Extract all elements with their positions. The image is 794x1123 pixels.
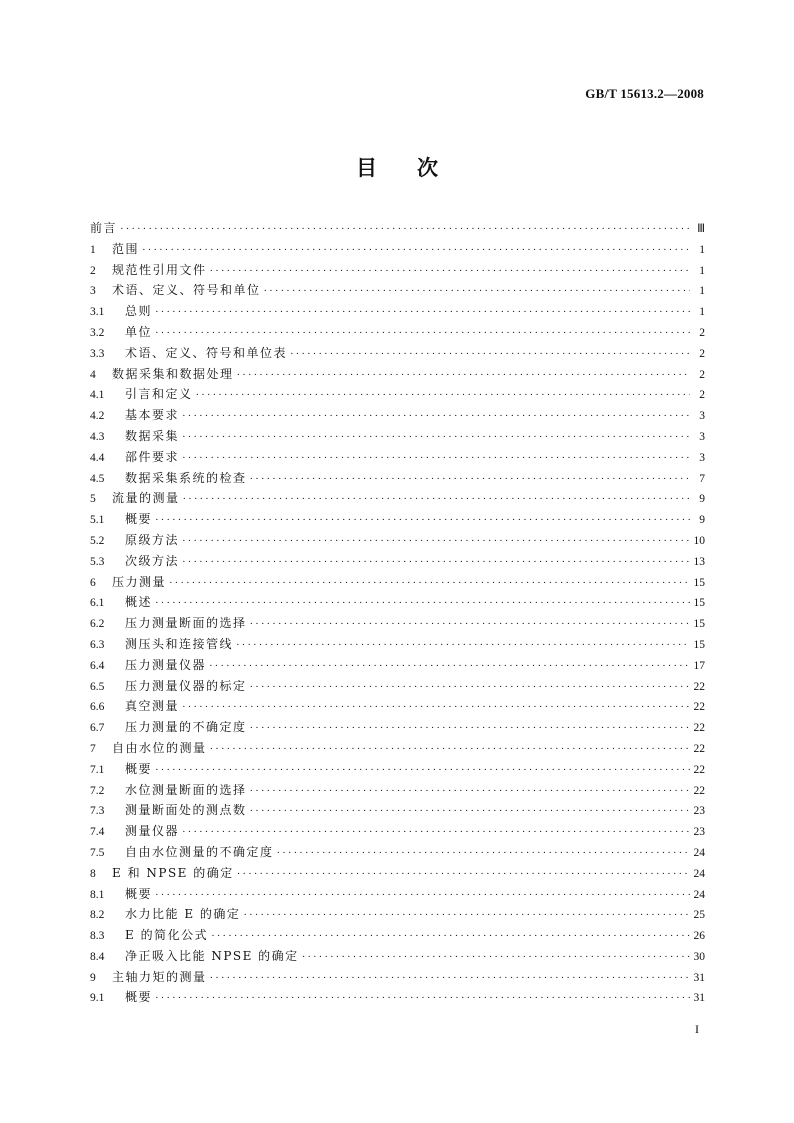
toc-entry-page: 1 [699,306,705,319]
page-title: 目次 [356,156,478,180]
toc-entry[interactable] [90,739,705,760]
toc-leader-dots [182,431,690,443]
toc-entry-title: 术语、定义、符号和单位表 [125,345,288,360]
toc-entry-title: 自由水位的测量 [112,740,207,755]
toc-entry-title: 净正吸入比能 NPSE 的确定 [125,948,299,963]
toc-leader-dots [210,972,690,984]
toc-entry[interactable] [90,801,705,822]
toc-entry-title: 概要 [125,886,153,901]
toc-entry[interactable] [90,843,705,864]
toc-entry[interactable] [90,573,705,594]
toc-leader-dots [210,743,690,755]
toc-entry-page: 3 [699,410,705,423]
toc-entry-title: 自由水位测量的不确定度 [125,844,274,859]
toc-entry-page: 9 [699,514,705,527]
toc-leader-dots [302,951,690,963]
toc-entry-number: 7.1 [90,763,105,776]
toc-entry[interactable] [90,385,705,406]
toc-entry-number: 2 [90,264,96,277]
toc-leader-dots [155,327,690,339]
toc-leader-dots [120,223,690,235]
toc-entry-number: 6 [90,576,96,589]
toc-entry[interactable] [90,552,705,573]
toc-entry-number: 6.5 [90,680,105,693]
toc-leader-dots [155,764,690,776]
toc-entry[interactable] [90,219,705,240]
toc-entry-title: 数据采集和数据处理 [112,366,234,381]
standard-code: GB/T 15613.2—2008 [585,86,704,101]
toc-entry-page: 1 [699,285,705,298]
toc-entry-number: 4.1 [90,389,105,402]
toc-leader-dots [236,639,690,651]
toc-entry-title: 概述 [125,595,153,610]
toc-entry[interactable] [90,718,705,739]
toc-entry-title: 总则 [125,304,153,319]
toc-entry-title: 引言和定义 [125,387,193,402]
toc-leader-dots [182,410,690,422]
toc-leader-dots [155,597,690,609]
toc-entry[interactable] [90,531,705,552]
toc-entry-number: 5.1 [90,514,105,527]
toc-entry-page: 23 [693,826,705,839]
toc-entry[interactable] [90,988,705,1009]
toc-entry-title: 数据采集系统的检查 [125,470,247,485]
toc-entry-title: 压力测量仪器 [125,657,207,672]
toc-entry[interactable] [90,344,705,365]
toc-leader-dots [290,348,690,360]
toc-entry-page: 10 [693,534,705,547]
toc-entry[interactable] [90,635,705,656]
toc-entry-number: 6.6 [90,701,105,714]
toc-entry-number: 6.1 [90,597,105,610]
toc-entry-title: 真空测量 [125,699,180,714]
toc-entry-number: 3 [90,285,96,298]
toc-entry-page: 31 [693,971,705,984]
toc-leader-dots [250,473,690,485]
toc-entry-page: 26 [693,930,705,943]
toc-entry-number: 3.3 [90,347,105,360]
toc-entry[interactable] [90,905,705,926]
toc-entry-number: 8.4 [90,950,105,963]
toc-entry[interactable] [90,781,705,802]
toc-entry-title: 水力比能 E 的确定 [125,907,241,922]
toc-entry[interactable] [90,406,705,427]
toc-leader-dots [196,389,690,401]
toc-entry-title: 术语、定义、符号和单位 [112,283,261,298]
toc-entry[interactable] [90,489,705,510]
toc-entry[interactable] [90,302,705,323]
toc-entry-number: 8.3 [90,930,105,943]
toc-entry-number: 8.1 [90,888,105,901]
toc-entry[interactable] [90,281,705,302]
toc-entry-page: 22 [693,701,705,714]
toc-entry-title: 压力测量的不确定度 [125,720,247,735]
toc-entry-page: 15 [693,618,705,631]
toc-entry-page: 22 [693,784,705,797]
toc-entry-number: 4.3 [90,430,105,443]
toc-entry-number: 5 [90,493,96,506]
toc-entry-title: 前言 [90,221,118,235]
toc-entry-page: 1 [699,264,705,277]
toc-leader-dots [250,785,690,797]
toc-entry-page: 1 [699,243,705,256]
toc-entry[interactable] [90,323,705,344]
toc-entry-title: 压力测量仪器的标定 [125,678,247,693]
toc-entry[interactable] [90,697,705,718]
toc-entry-page: 17 [693,659,705,672]
toc-leader-dots [183,493,690,505]
toc-entry[interactable] [90,822,705,843]
toc-entry[interactable] [90,240,705,261]
toc-entry-page: 3 [699,430,705,443]
toc-entry-title: E 和 NPSE 的确定 [112,865,234,880]
toc-entry-page: 31 [693,992,705,1005]
toc-entry-page: 30 [693,950,705,963]
toc-entry-title: 原级方法 [125,532,180,547]
toc-entry-number: 6.3 [90,638,105,651]
toc-leader-dots [250,681,690,693]
toc-leader-dots [182,556,690,568]
toc-entry-title: 部件要求 [125,449,180,464]
toc-entry-page: 9 [699,493,705,506]
toc-entry-title: E 的简化公式 [125,928,209,943]
toc-leader-dots [237,369,690,381]
toc-entry-number: 7.4 [90,826,105,839]
toc-entry-number: 3.2 [90,326,105,339]
toc-entry-page: 22 [693,763,705,776]
toc-entry-number: 6.2 [90,618,105,631]
toc-entry[interactable] [90,677,705,698]
toc-entry-title: 流量的测量 [112,491,180,506]
toc-entry-title: 压力测量断面的选择 [125,616,247,631]
toc-entry-number: 3.1 [90,306,105,319]
toc-entry[interactable] [90,760,705,781]
toc-entry-title: 次级方法 [125,553,180,568]
toc-entry-title: 数据采集 [125,428,180,443]
toc-entry-title: 概要 [125,512,153,527]
toc-leader-dots [211,930,690,942]
toc-leader-dots [169,577,690,589]
toc-entry[interactable] [90,510,705,531]
toc-entry-number: 9 [90,971,96,984]
toc-entry-page: 2 [699,389,705,402]
toc-entry-title: 基本要求 [125,408,180,423]
toc-entry[interactable] [90,656,705,677]
toc-entry[interactable] [90,365,705,386]
toc-entry-page: 2 [699,368,705,381]
toc-leader-dots [237,868,690,880]
toc-entry[interactable] [90,947,705,968]
toc-entry-number: 8.2 [90,909,105,922]
toc-entry-page: 15 [693,638,705,651]
toc-leader-dots [264,285,690,297]
toc-entry-number: 1 [90,243,96,256]
toc-entry-number: 4.2 [90,410,105,423]
toc-entry[interactable] [90,864,705,885]
toc-leader-dots [250,805,690,817]
toc-entry-number: 7.2 [90,784,105,797]
toc-leader-dots [142,244,690,256]
toc-entry-title: 范围 [112,241,140,256]
toc-entry-title: 概要 [125,990,153,1005]
toc-entry[interactable] [90,885,705,906]
toc-entry-page: 2 [699,326,705,339]
toc-entry-title: 单位 [125,324,153,339]
toc-entry-page: 2 [699,347,705,360]
toc-leader-dots [155,306,690,318]
toc-entry[interactable] [90,448,705,469]
toc-entry-page: 24 [693,867,705,880]
toc-entry-number: 4 [90,368,96,381]
toc-entry-page: 22 [693,722,705,735]
toc-entry[interactable] [90,469,705,490]
toc-entry-page: 15 [693,597,705,610]
toc-leader-dots [209,660,690,672]
toc-entry[interactable] [90,593,705,614]
toc-entry-page: 22 [693,680,705,693]
toc-leader-dots [250,618,690,630]
toc-leader-dots [155,992,690,1004]
toc-entry-number: 4.4 [90,451,105,464]
toc-leader-dots [243,909,690,921]
toc-entry-number: 4.5 [90,472,105,485]
toc-entry-number: 8 [90,867,96,880]
toc-leader-dots [182,826,690,838]
toc-entry-title: 概要 [125,761,153,776]
table-of-contents [90,219,705,1009]
toc-entry-page: Ⅲ [697,223,705,235]
toc-entry[interactable] [90,968,705,989]
toc-leader-dots [182,701,690,713]
toc-entry[interactable] [90,261,705,282]
toc-entry-title: 压力测量 [112,574,167,589]
toc-entry-page: 3 [699,451,705,464]
toc-entry-page: 7 [699,472,705,485]
toc-entry-number: 7.3 [90,805,105,818]
toc-leader-dots [210,265,690,277]
page-number: I [695,1022,699,1036]
toc-leader-dots [155,514,690,526]
toc-entry-title: 测压头和连接管线 [125,636,234,651]
toc-entry-page: 24 [693,846,705,859]
toc-entry-number: 9.1 [90,992,105,1005]
toc-entry-title: 主轴力矩的测量 [112,969,207,984]
toc-leader-dots [155,889,690,901]
toc-entry-number: 5.2 [90,534,105,547]
toc-entry-page: 24 [693,888,705,901]
toc-entry-page: 23 [693,805,705,818]
toc-entry-number: 7.5 [90,846,105,859]
toc-leader-dots [277,847,690,859]
toc-entry-title: 规范性引用文件 [112,262,207,277]
toc-entry-number: 5.3 [90,555,105,568]
toc-entry-title: 测量仪器 [125,824,180,839]
toc-entry-number: 6.4 [90,659,105,672]
toc-entry-number: 6.7 [90,722,105,735]
toc-entry-title: 测量断面处的测点数 [125,803,247,818]
toc-entry-page: 22 [693,742,705,755]
toc-entry[interactable] [90,926,705,947]
toc-entry[interactable] [90,427,705,448]
toc-entry-number: 7 [90,742,96,755]
toc-entry-title: 水位测量断面的选择 [125,782,247,797]
toc-entry[interactable] [90,614,705,635]
toc-leader-dots [182,535,690,547]
toc-entry-page: 25 [693,909,705,922]
toc-entry-page: 13 [693,555,705,568]
toc-leader-dots [182,452,690,464]
toc-leader-dots [250,722,690,734]
toc-entry-page: 15 [693,576,705,589]
